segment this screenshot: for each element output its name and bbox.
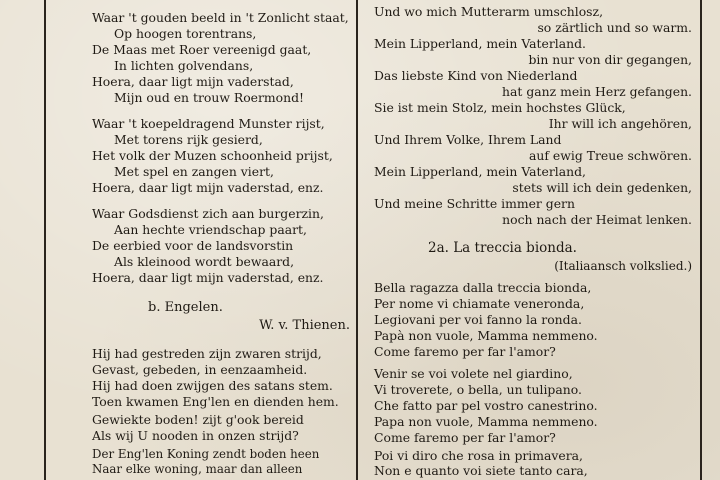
verse-line: Mein Lipperland, mein Vaterland. [374,36,586,51]
verse-line: Come faremo per far l'amor? [374,430,556,445]
verse-line: Hoera, daar ligt mijn vaderstad, enz. [92,270,324,285]
verse-line: Waar Godsdienst zich aan burgerzin, [92,206,324,221]
song-subtitle: (Italiaansch volkslied.) [554,259,692,273]
verse-line: Mijn oud en trouw Roermond! [114,90,305,105]
verse-line: Aan hechte vriendschap paart, [114,222,307,237]
verse-line: Non e quanto voi siete tanto cara, [374,463,588,478]
verse-line: Vi troverete, o bella, un tulipano. [374,382,582,397]
verse-line: Und meine Schritte immer gern [374,196,575,211]
right-border-rule [700,0,702,480]
verse-line: Toen kwamen Eng'len en dienden hem. [92,394,339,409]
verse-line: Papà non vuole, Mamma nemmeno. [374,328,598,343]
verse-line: De eerbied voor de landsvorstin [92,238,294,253]
verse-line: bin nur von dir gegangen, [528,52,692,67]
left-border-rule [44,0,46,480]
center-divider-rule [356,0,358,480]
verse-line: Met torens rijk gesierd, [114,132,263,147]
verse-line: Der Eng'len Koning zendt boden heen [92,447,320,461]
verse-line: auf ewig Treue schwören. [529,148,692,163]
verse-line: so zärtlich und so warm. [537,20,692,35]
verse-line: Hij had doen zwijgen des satans stem. [92,378,333,393]
verse-line: Met spel en zangen viert, [114,164,274,179]
song-title: 2a. La treccia bionda. [428,240,577,256]
verse-line: Mein Lipperland, mein Vaterland, [374,164,586,179]
verse-line: Venir se voi volete nel giardino, [374,366,573,381]
song-title: b. Engelen. [148,300,223,315]
verse-line: Hij had gestreden zijn zwaren strijd, [92,346,322,361]
verse-line: Per nome vi chiamate veneronda, [374,296,585,311]
verse-line: Naar elke woning, maar dan alleen [92,462,303,476]
verse-line: Che fatto par pel vostro canestrino. [374,398,598,413]
verse-line: Und Ihrem Volke, Ihrem Land [374,132,562,147]
verse-line: Papa non vuole, Mamma nemmeno. [374,414,598,429]
verse-line: Als kleinood wordt bewaard, [114,254,295,269]
verse-line: Het volk der Muzen schoonheid prijst, [92,148,333,163]
verse-line: Gevast, gebeden, in eenzaamheid. [92,362,308,377]
verse-line: In lichten golvendans, [114,58,254,73]
verse-line: Ihr will ich angehören, [548,116,692,131]
verse-line: Das liebste Kind von Niederland [374,68,578,83]
verse-line: Und wo mich Mutterarm umschlosz, [374,4,604,19]
song-author: W. v. Thienen. [259,318,350,333]
verse-line: hat ganz mein Herz gefangen. [502,84,692,99]
verse-line: Gewiekte boden! zijt g'ook bereid [92,412,304,427]
verse-line: Legiovani per voi fanno la ronda. [374,312,582,327]
verse-line: Come faremo per far l'amor? [374,344,556,359]
verse-line: Op hoogen torentrans, [114,26,257,41]
verse-line: Sie ist mein Stolz, mein hochstes Glück, [374,100,626,115]
verse-line: Waar 't koepeldragend Munster rijst, [92,116,325,131]
verse-line: stets will ich dein gedenken, [512,180,692,195]
verse-line: Als wij U nooden in onzen strijd? [92,428,299,443]
verse-line: Poi vi diro che rosa in primavera, [374,448,583,463]
verse-line: Hoera, daar ligt mijn vaderstad, enz. [92,180,324,195]
verse-line: Bella ragazza dalla treccia bionda, [374,280,592,295]
verse-line: noch nach der Heimat lenken. [502,212,692,227]
verse-line: Waar 't gouden beeld in 't Zonlicht staat, [92,10,349,25]
verse-line: Hoera, daar ligt mijn vaderstad, [92,74,294,89]
verse-line: De Maas met Roer vereenigd gaat, [92,42,312,57]
